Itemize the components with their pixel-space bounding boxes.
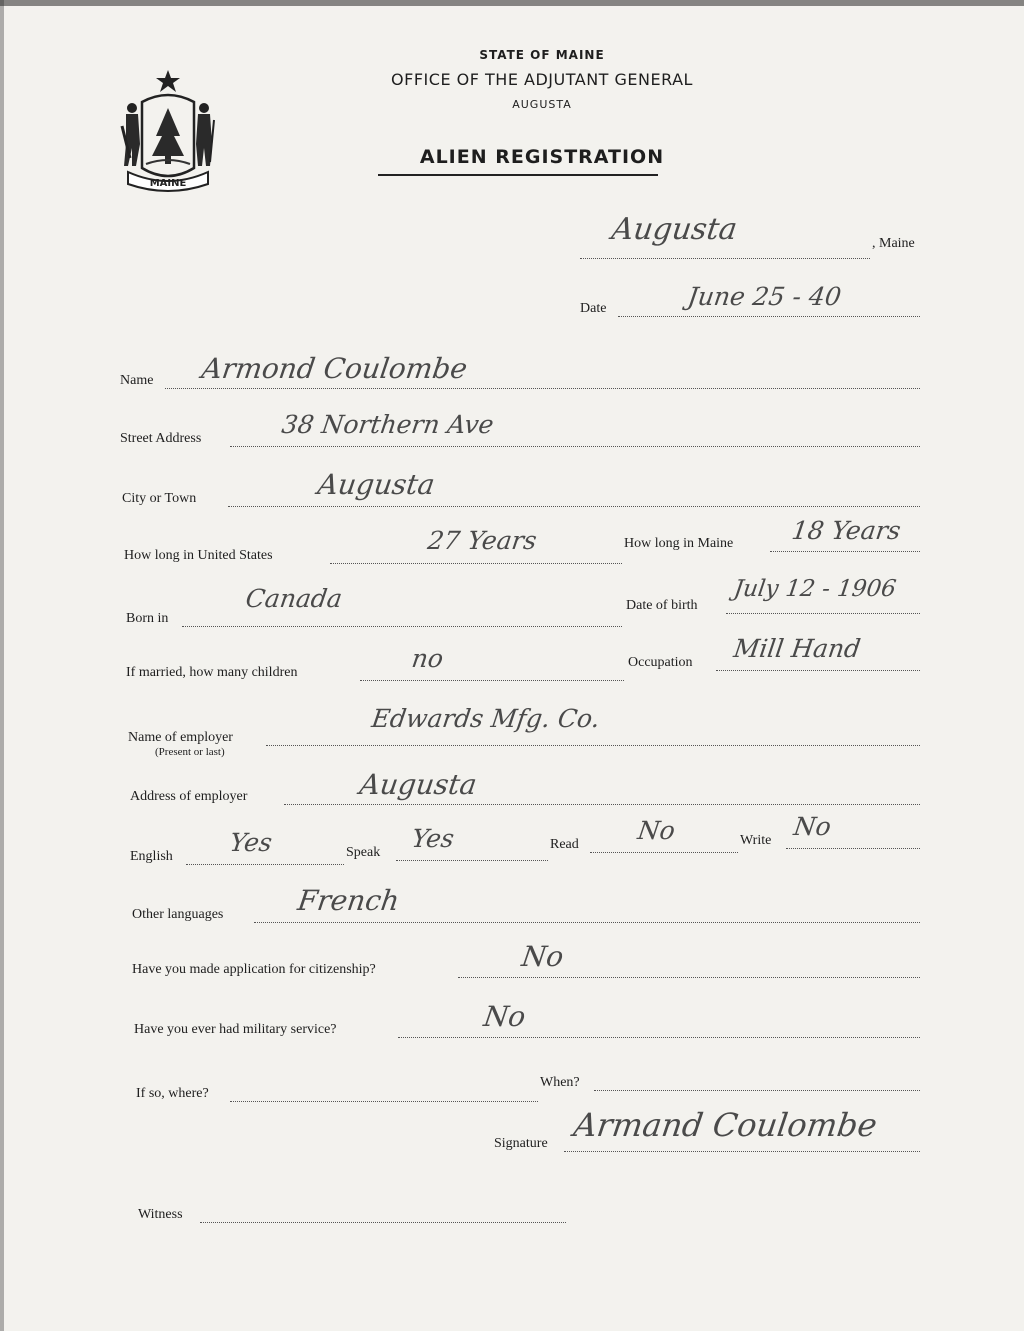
title-underline: [378, 174, 658, 176]
employer-address-label: Address of employer: [130, 789, 248, 804]
place-value: Augusta: [609, 212, 740, 247]
street-value: 38 Northern Ave: [279, 410, 496, 439]
date-value: June 25 - 40: [685, 282, 843, 311]
write-line: [786, 848, 920, 849]
date-label: Date: [580, 301, 607, 316]
city-label: City or Town: [122, 491, 197, 506]
us-years-value: 27 Years: [425, 526, 539, 555]
signature-value: Armand Coulombe: [571, 1106, 880, 1144]
name-line: [165, 388, 920, 389]
name-value: Armond Coulombe: [199, 352, 470, 385]
office-heading: OFFICE OF THE ADJUTANT GENERAL: [391, 70, 693, 89]
write-value: No: [791, 812, 833, 841]
dob-line: [726, 613, 920, 614]
date-line: [618, 316, 920, 317]
name-label: Name: [120, 373, 154, 388]
speak-value: Yes: [409, 824, 457, 853]
born-in-line: [182, 626, 622, 627]
witness-label: Witness: [138, 1207, 183, 1222]
place-line: [580, 258, 870, 259]
where-label: If so, where?: [136, 1086, 209, 1101]
english-label: English: [130, 849, 173, 864]
military-label: Have you ever had military service?: [134, 1022, 337, 1037]
citizenship-line: [458, 977, 920, 978]
street-label: Street Address: [120, 431, 202, 446]
children-value: no: [409, 644, 446, 673]
other-languages-label: Other languages: [132, 907, 224, 922]
maine-label: , Maine: [872, 236, 915, 251]
children-label: If married, how many children: [126, 665, 298, 680]
born-in-label: Born in: [126, 611, 169, 626]
read-value: No: [635, 816, 677, 845]
employer-address-value: Augusta: [357, 768, 479, 801]
other-languages-line: [254, 922, 920, 923]
read-label: Read: [550, 837, 579, 852]
employer-sublabel: (Present or last): [155, 746, 225, 758]
citizenship-label: Have you made application for citizenship?: [132, 962, 376, 977]
occupation-value: Mill Hand: [731, 634, 863, 663]
svg-text:MAINE: MAINE: [149, 178, 187, 189]
signature-line: [564, 1151, 920, 1152]
city-heading: AUGUSTA: [512, 98, 572, 111]
dob-label: Date of birth: [626, 598, 698, 613]
city-line: [228, 506, 920, 507]
english-value: Yes: [227, 828, 275, 857]
occupation-label: Occupation: [628, 655, 693, 670]
us-years-line: [330, 563, 622, 564]
employer-label: Name of employer: [128, 730, 233, 745]
citizenship-value: No: [519, 940, 566, 973]
maine-years-line: [770, 551, 920, 552]
employer-line: [266, 745, 920, 746]
where-line: [230, 1101, 538, 1102]
employer-address-line: [284, 804, 920, 805]
when-line: [594, 1090, 920, 1091]
speak-line: [396, 860, 548, 861]
form-title: ALIEN REGISTRATION: [419, 146, 665, 168]
employer-value: Edwards Mfg. Co.: [369, 704, 602, 733]
maine-years-label: How long in Maine: [624, 536, 734, 551]
street-line: [230, 446, 920, 447]
english-line: [186, 864, 344, 865]
read-line: [590, 852, 738, 853]
scan-edge-top: [0, 0, 1024, 6]
born-in-value: Canada: [243, 584, 344, 613]
city-value: Augusta: [315, 468, 437, 501]
maine-years-value: 18 Years: [789, 516, 903, 545]
military-value: No: [481, 1000, 528, 1033]
when-label: When?: [540, 1075, 580, 1090]
dob-value: July 12 - 1906: [732, 576, 898, 602]
signature-label: Signature: [494, 1136, 548, 1151]
other-languages-value: French: [295, 884, 402, 917]
scan-edge-left: [0, 0, 4, 1331]
write-label: Write: [740, 833, 772, 848]
speak-label: Speak: [346, 845, 381, 860]
children-line: [360, 680, 624, 681]
military-line: [398, 1037, 920, 1038]
occupation-line: [716, 670, 920, 671]
state-heading: STATE OF MAINE: [479, 48, 605, 62]
witness-line: [200, 1222, 566, 1223]
us-years-label: How long in United States: [124, 548, 273, 563]
